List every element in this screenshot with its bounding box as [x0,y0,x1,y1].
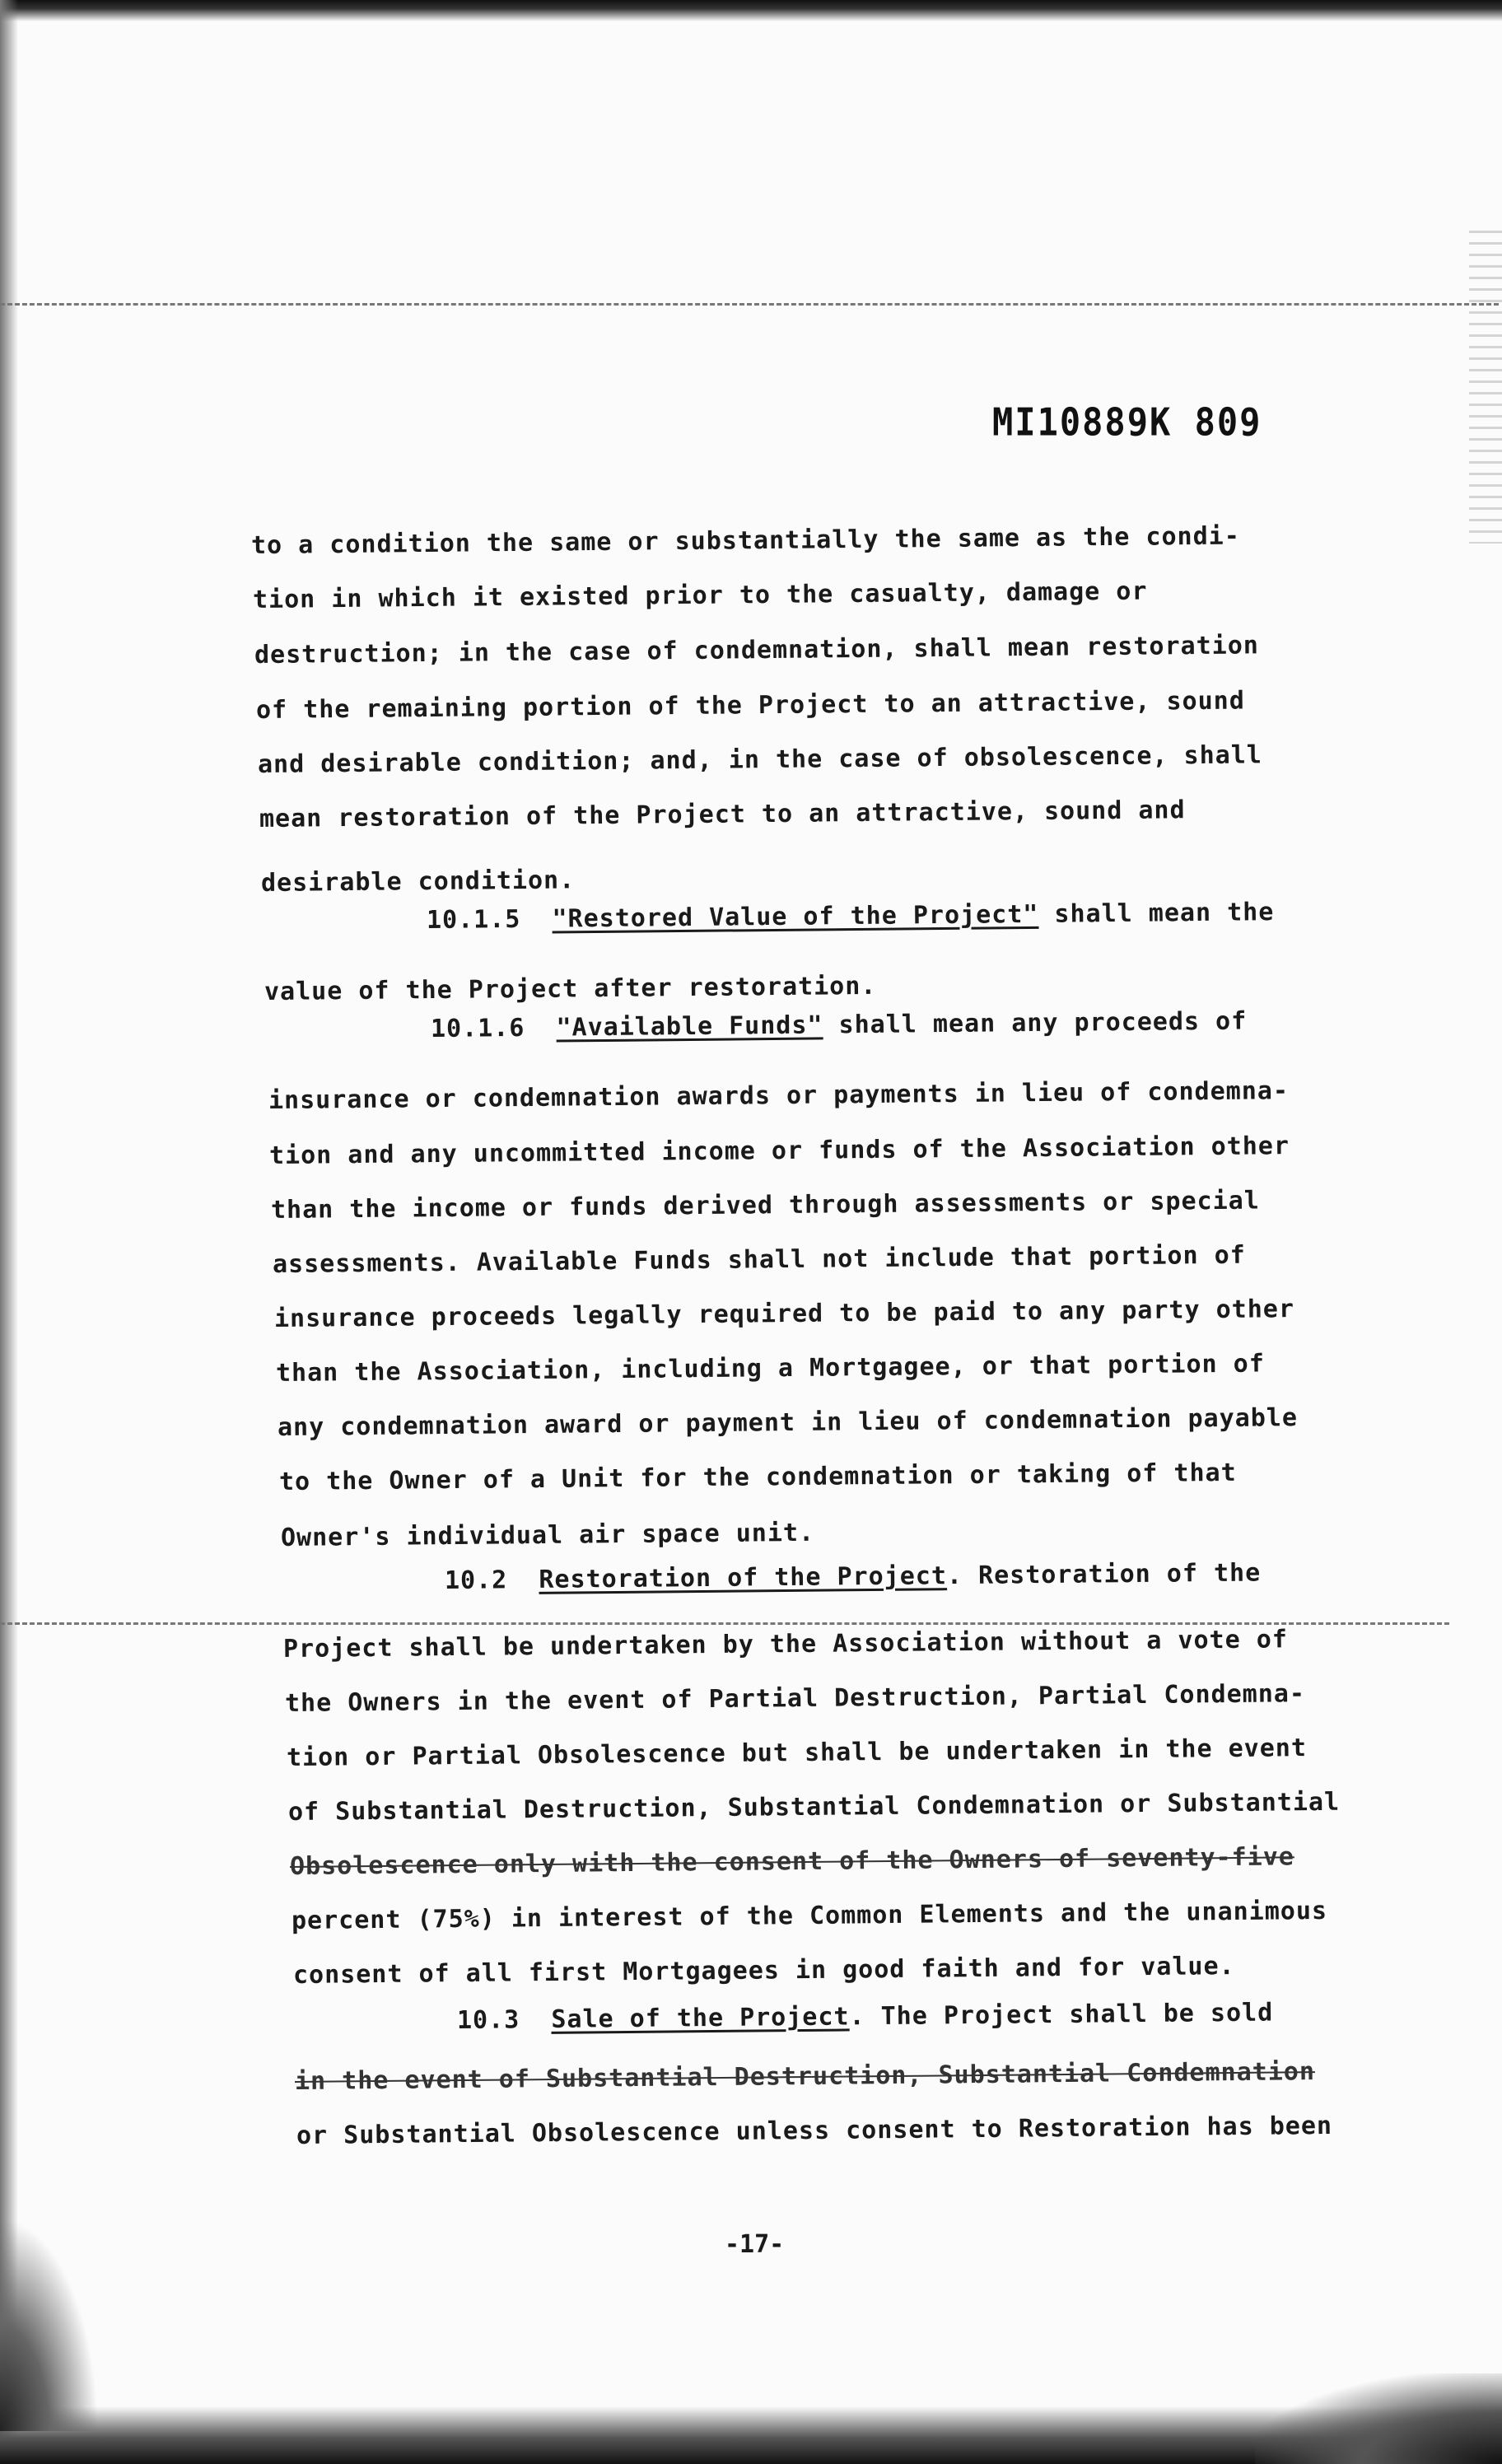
text-line: Obsolescence only with the consent of the Owners of seventy-five [289,1842,1295,1881]
text-line: percent (75%) in interest of the Common Elements and the unanimous [291,1896,1328,1935]
section-title: "Available Funds" [556,1010,823,1043]
text-line: insurance or condemnation awards or payments in lieu of condemna- [268,1076,1290,1115]
text-line: than the Association, including a Mortgagee, or that portion of [275,1349,1266,1388]
text-line: any condemnation award or payment in lieu of condemnation payable [277,1403,1299,1442]
text-line: tion and any uncommitted income or funds of the Association other [268,1132,1290,1170]
section-10-3 [457,1998,1274,2035]
section-number: 10.2 [444,1566,508,1595]
recording-stamp: MI10889K 809 [992,399,1262,445]
section-10-1-5 [427,898,1275,935]
scan-artifact-line [0,303,1499,306]
section-number: 10.3 [456,2005,520,2035]
section-10-2 [445,1558,1262,1595]
text-line: of Substantial Destruction, Substantial Condemnation or Substantial [287,1787,1341,1827]
text-line: than the income or funds derived through assessments or special [270,1186,1261,1225]
section-10-1-6 [431,1006,1248,1043]
section-text: . Restoration of the [946,1558,1262,1591]
text-line: insurance proceeds legally required to be paid to any party other [273,1295,1295,1333]
text-line: Project shall be undertaken by the Association without a vote of [282,1625,1289,1664]
text-line: destruction; in the case of condemnation, shall mean restoration [254,631,1260,670]
section-text: shall mean the [1038,898,1275,929]
text-line: tion or Partial Obsolescence but shall be undertaken in the event [286,1734,1308,1772]
page-number: -17- [725,2230,785,2259]
scan-smudge-left [0,2217,99,2431]
text-line: to a condition the same or substantially the same as the condi- [250,521,1241,560]
section-title: Sale of the Project [551,2002,850,2034]
scan-edge-right [1469,231,1502,544]
text-line: in the event of Substantial Destruction, Substantial Condemnation [294,2057,1316,2096]
section-text: shall mean any proceeds of [823,1006,1248,1040]
scan-smudge-right [1255,2373,1502,2464]
text-line: of the remaining portion of the Project to an attractive, sound [255,686,1246,725]
text-line: or Substantial Obsolescence unless consent to Restoration has been [296,2111,1333,2150]
scan-edge-top [0,0,1502,21]
scan-edge-left [0,0,18,2464]
section-title: Restoration of the Project [539,1561,948,1594]
text-line: mean restoration of the Project to an attractive, sound and [259,796,1186,833]
text-line: desirable condition. [260,866,576,898]
section-title: "Restored Value of the Project" [552,899,1039,934]
section-number: 10.1.6 [430,1013,525,1043]
text-line: value of the Project after restoration. [264,971,877,1006]
section-number: 10.1.5 [426,904,521,935]
text-line: Owner's individual air space unit. [280,1518,815,1552]
text-line: consent of all first Mortgagees in good faith and for value. [292,1952,1235,1990]
scan-artifact-line [0,1622,1449,1625]
text-line: tion in which it existed prior to the casualty, damage or [252,576,1148,614]
text-line: to the Owner of a Unit for the condemnation or taking of that [278,1458,1237,1496]
text-line: and desirable condition; and, in the case of obsolescence, shall [257,740,1263,779]
text-line: the Owners in the event of Partial Destruction, Partial Condemna- [284,1679,1306,1718]
section-text: . The Project shall be sold [849,1998,1274,2032]
text-line: assessments. Available Funds shall not include that portion of [272,1240,1246,1279]
